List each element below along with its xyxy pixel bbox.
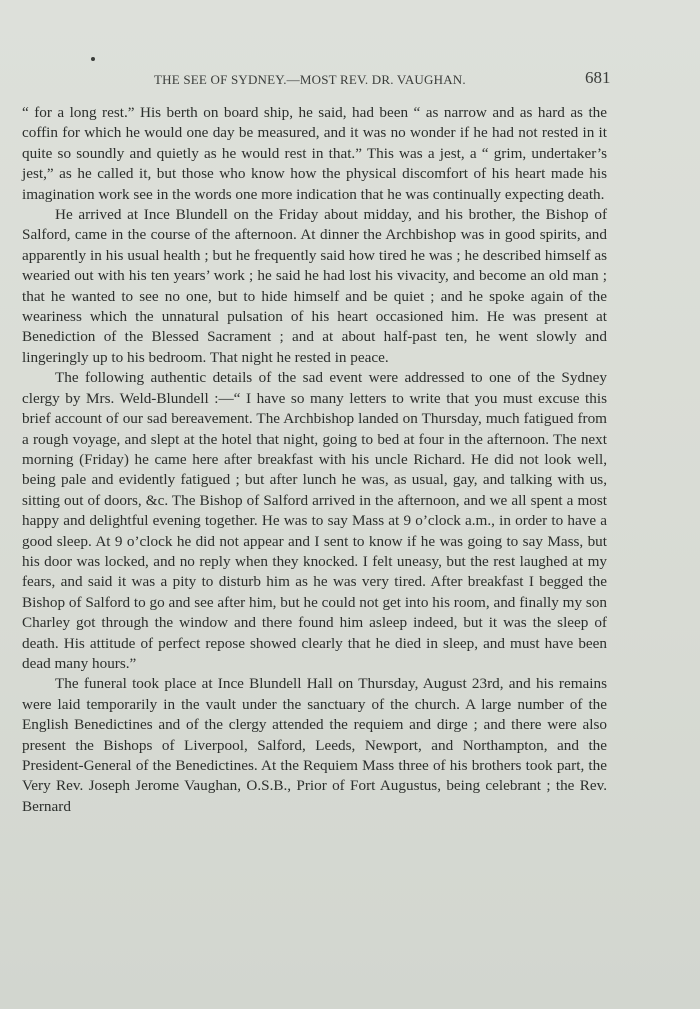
body-text <box>22 103 607 817</box>
running-head: THE SEE OF SYDNEY.—MOST REV. DR. VAUGHAN. <box>154 72 466 87</box>
paragraph-letter: The following authentic details of the sad event were addressed to one of the Sydney clergy by Mrs. Weld-Blundell :—“ I have so many letters to write that you must excuse this brief account of our sad bereavement. The Archbishop landed on Thursday, much fatigued from a rough voyage, and slept at the hotel that night, going to bed at four in the afternoon. The next morning (Friday) he came here after breakfast with his uncle Richard. He did not look well, being pale and evidently fatigued ; but after lunch he was, as usual, gay, and talking with us, sitting out of doors, &c. The Bishop of Salford arrived in the afternoon, and we all spent a most happy and delightful evening together. He was to say Mass at 9 o’clock a.m., in order to have a good sleep. At 9 o’clock he did not appear and I sent to know if he was going to say Mass, but his door was locked, and no reply when they knocked. I felt uneasy, but the rest laughed at my fears, and said it was a pity to disturb him as he was very tired. After breakfast I begged the Bishop of Salford to go and see after him, but he could not get into his room, and finally my son Charley got through the window and there found him asleep indeed, but it was the sleep of death. His attitude of perfect repose showed clearly that he died in sleep, and must have been dead many hours.” <box>22 369 607 672</box>
ink-speck <box>91 57 95 61</box>
paragraph-continuation: “ for a long rest.” His berth on board ship, he said, had been “ as narrow and as hard as the coffin for which he would one day be measured, and it was no wonder if he had not rested in it quite so soundly and quietly as he would rest in that.” This was a jest, a “ grim, undertaker’s jest,” as he called it, but those who know how the physical discomfort of his heart made his imagination work see in the words one more indication that he was continually expecting death. <box>22 104 607 203</box>
page-number: 681 <box>585 68 611 87</box>
paragraph-arrival: He arrived at Ince Blundell on the Friday about midday, and his brother, the Bishop of Salford, came in the course of the afternoon. At dinner the Archbishop was in good spirits, and apparently in his usual health ; but he frequently said how tired he was ; he described himself as wearied out with his ten years’ work ; he said he had lost his vivacity, and become an old man ; that he wanted to see no one, but to hide himself and be quiet ; and he spoke again of the weariness which the unnatural pulsation of his heart occasioned him. He was present at Benediction of the Blessed Sacrament ; and at about half-past ten, he went slowly and lingeringly up to his bedroom. That night he rested in peace. <box>22 206 607 366</box>
paragraph-funeral: The funeral took place at Ince Blundell Hall on Thursday, August 23rd, and his remains were laid temporarily in the vault under the sanctuary of the church. A large number of the English Benedictines and of the clergy attended the requiem and dirge ; and there were also present the Bishops of Liverpool, Salford, Leeds, Newport, and Northampton, and the President-General of the Benedictines. At the Requiem Mass three of his brothers took part, the Very Rev. Joseph Jerome Vaughan, O.S.B., Prior of Fort Augustus, being celebrant ; the Rev. Bernard <box>22 675 607 815</box>
